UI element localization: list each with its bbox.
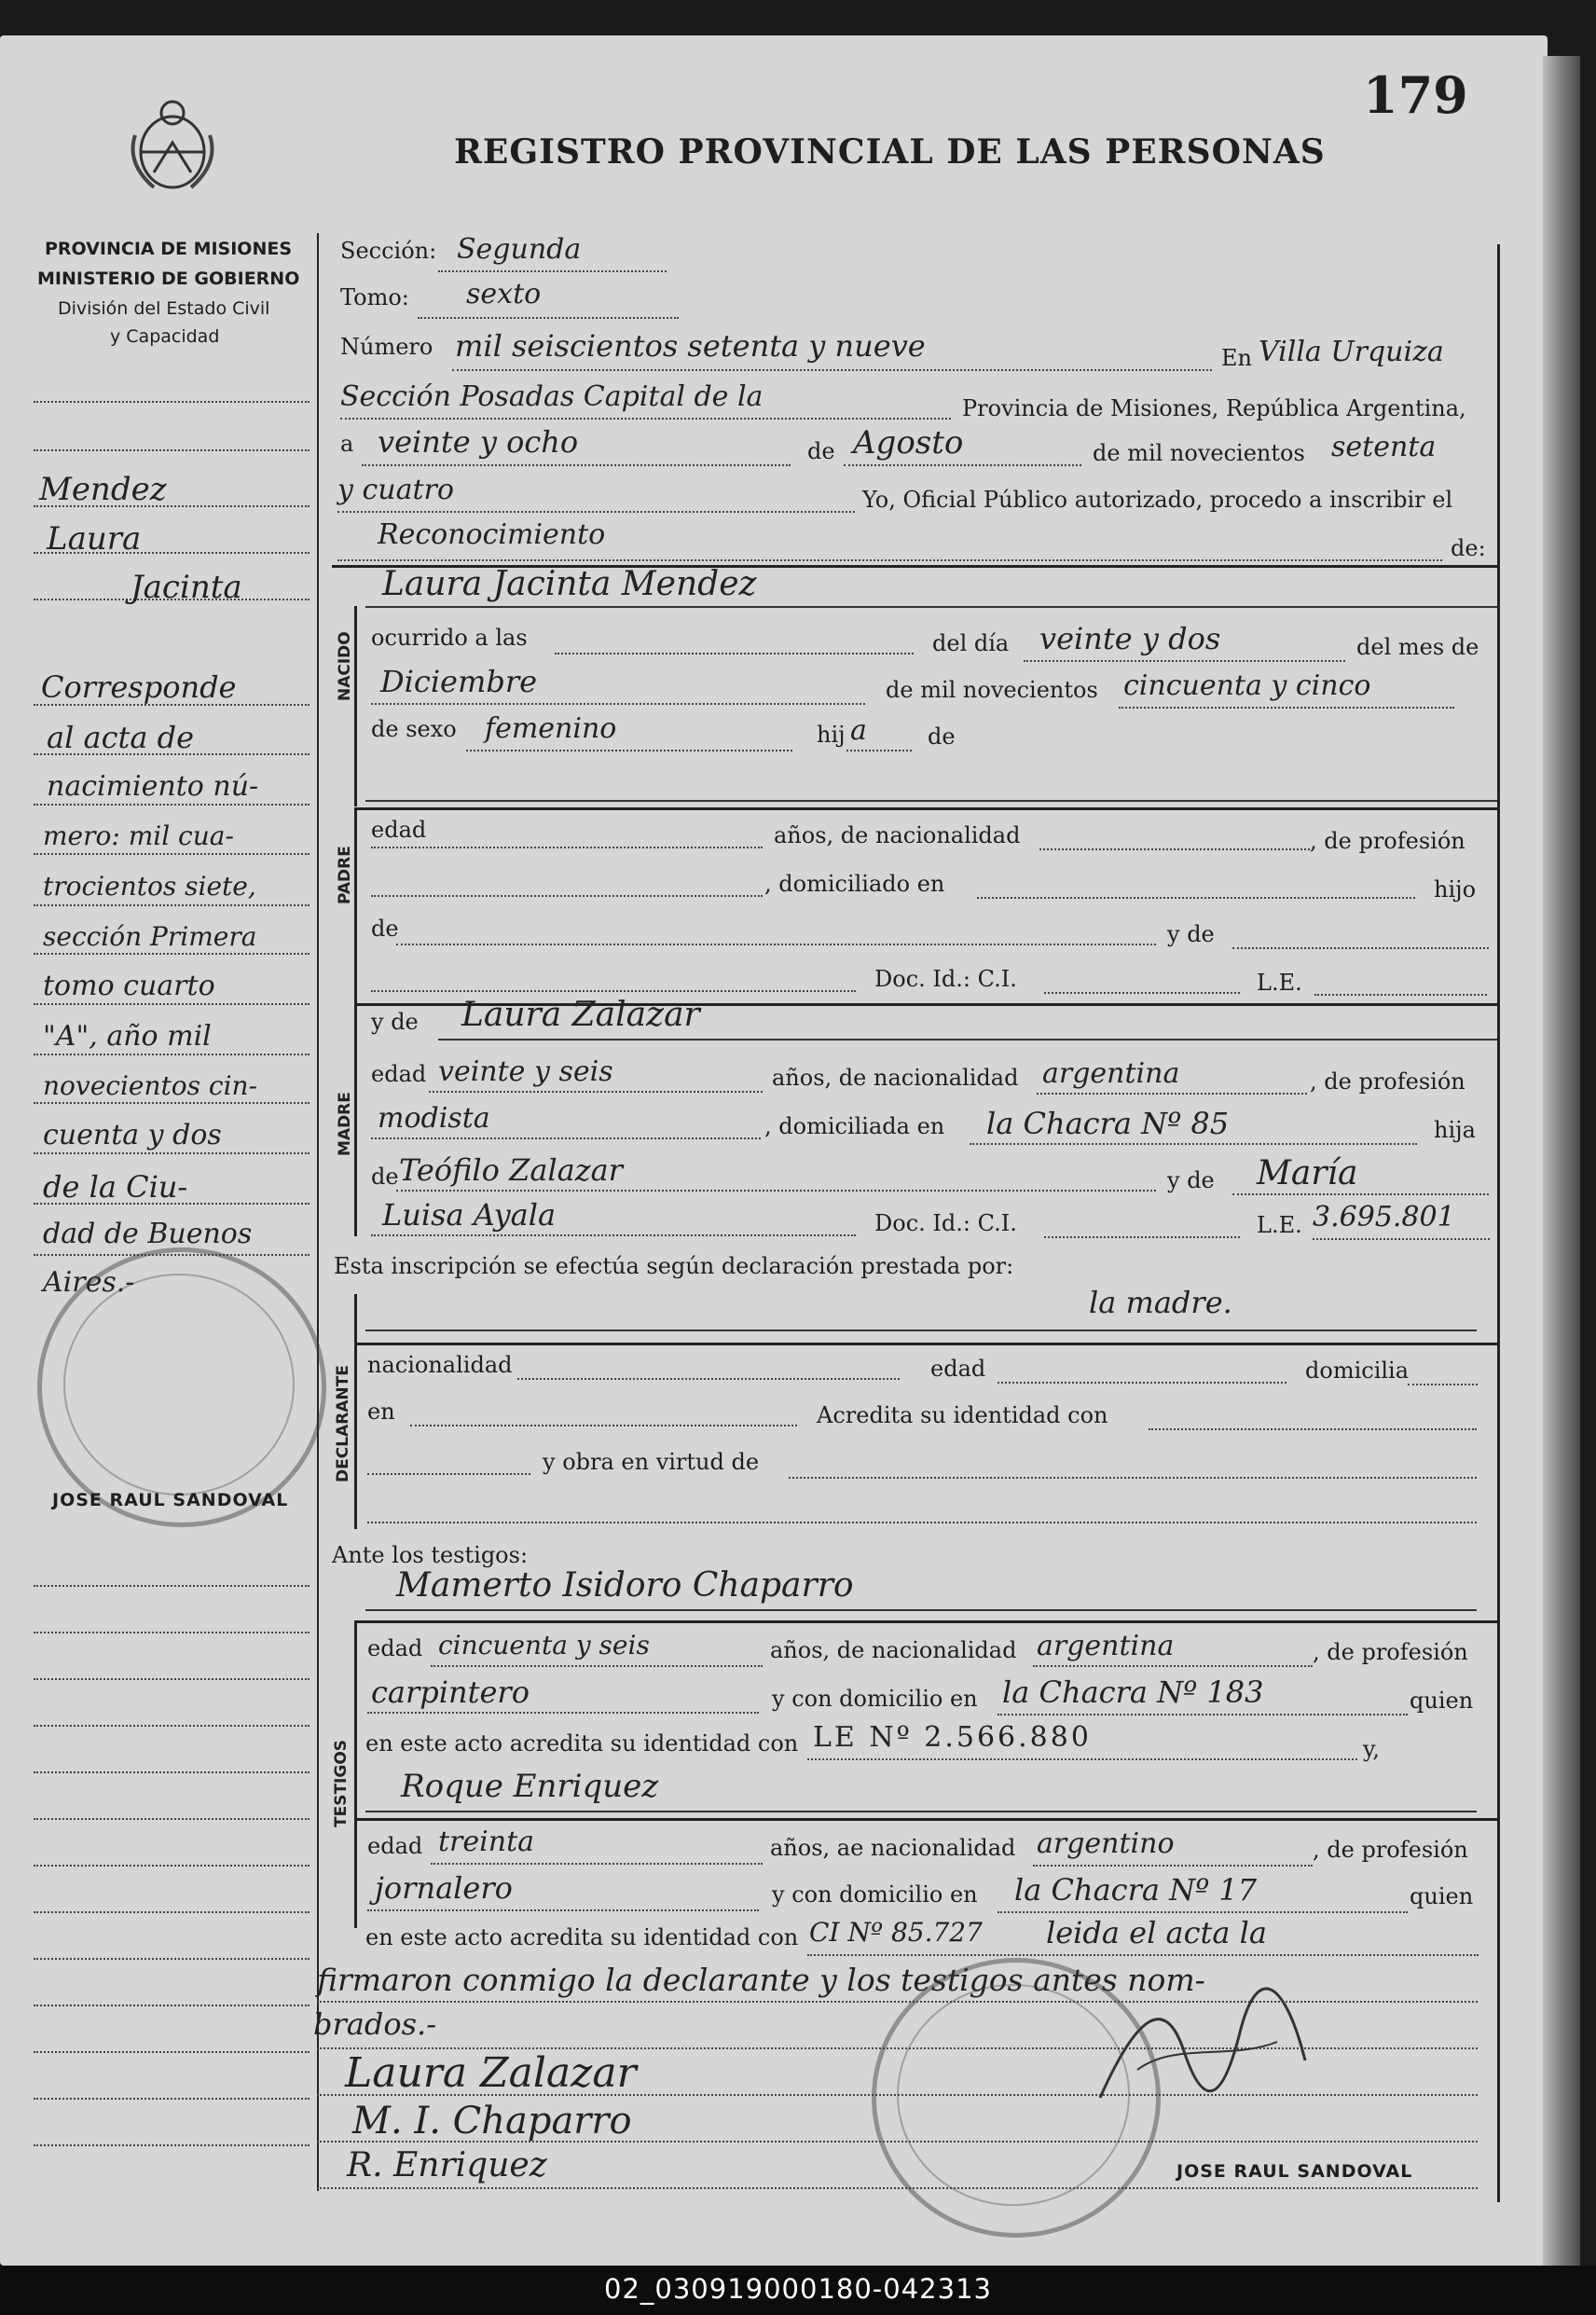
margin-line [34,1771,310,1773]
provincia-text: Provincia de Misiones, República Argentina, [962,395,1466,421]
declarante-nac-line [517,1378,900,1380]
seccion-label: Sección: [340,238,437,264]
padre-doc-label: Doc. Id.: C.I. [874,966,1017,992]
margin-note-line: dad de Buenos [43,1218,253,1250]
declarante-line [367,1473,530,1475]
t2-dom-line [998,1911,1408,1913]
t2-doc-line [807,1954,1479,1956]
padre-le-label: L.E. [1257,970,1302,996]
margin-line [34,904,310,906]
madre-y-de-label: y de [371,1009,419,1035]
t2-nac-label: años, ae nacionalidad [770,1835,1016,1861]
sexo-label: de sexo [371,716,457,742]
declarante-acredita-line [1149,1428,1477,1430]
madre-nombre-value: Laura Zalazar [461,996,700,1034]
margin-line [34,1725,310,1727]
de-label: de [807,438,835,464]
document-title: REGISTRO PROVINCIAL DE LAS PERSONAS [454,132,1326,172]
margin-note-line: trocientos siete, [43,871,256,902]
closing-line-1: leida el acta la [1046,1915,1267,1950]
official-seal-right-inner [897,1984,1130,2206]
madre-prof-line [371,1137,761,1139]
t2-prof-value: jornalero [375,1870,513,1906]
t1-dom-label: y con domicilio en [772,1686,978,1712]
margin-note-line: cuenta y dos [43,1119,222,1151]
padre-line [371,990,856,992]
declarante-value: la madre. [1089,1285,1232,1320]
madre-doc-label: Doc. Id.: C.I. [874,1210,1017,1236]
acto-value: Reconocimiento [378,518,606,551]
mes-value: Agosto [853,424,964,462]
numero-value: mil seiscientos setenta y nueve [455,328,926,364]
margin-line [34,1152,310,1154]
madre-padre-value: Teófilo Zalazar [399,1152,623,1188]
nacido-bracket [354,606,357,806]
testigos-intro: Ante los testigos: [332,1542,529,1568]
margin-note-line: "A", año mil [43,1020,212,1053]
margin-line [34,1102,310,1104]
margin-line [34,1911,310,1913]
official-stamp-name-bottom: JOSE RAUL SANDOVAL [1176,2161,1413,2182]
nacido-mes-value: Diciembre [380,664,538,699]
declarante-en-label: en [367,1399,395,1425]
t1-doc-value: LE Nº 2.566.880 [813,1721,1092,1754]
declarante-edad-line [998,1382,1286,1384]
declarante-edad-label: edad [930,1356,986,1382]
anio-line [337,511,855,513]
t1-quien-label: quien [1410,1688,1474,1714]
section-rule [354,1818,1497,1821]
padre-nac-line [1039,848,1310,850]
header-capacity: y Capacidad [110,326,220,347]
madre-hija-label: hija [1434,1117,1476,1143]
testigos-label: TESTIGOS [332,1739,351,1827]
t1-prof-label: , de profesión [1313,1639,1468,1665]
madre-nac-value: argentina [1042,1057,1180,1090]
t2-quien-label: quien [1410,1883,1474,1909]
t1-dom-line [998,1714,1408,1716]
declarante-en-line [410,1425,797,1426]
madre-le-line [1313,1238,1490,1240]
del-mes-label: del mes de [1356,634,1479,660]
declarante-acredita-label: Acredita su identidad con [817,1402,1108,1428]
margin-line [34,449,310,451]
t2-edad-label: edad [367,1833,423,1859]
t2-prof-line [367,1909,759,1911]
madre-de-label: de [371,1164,399,1190]
t1-nac-line [1033,1665,1313,1667]
madre-edad-value: veinte y seis [438,1055,613,1088]
nacido-de-label: de [928,723,956,750]
declarante-obra-line [789,1477,1477,1479]
margin-note-line: sección Primera [43,921,257,952]
margin-note-line: Mendez [39,471,167,508]
hij-label: hij [817,722,846,748]
section-rule [354,1620,1497,1623]
t2-prof-label: , de profesión [1313,1837,1468,1863]
section-rule [354,807,1497,810]
margin-line [34,953,310,955]
madre-edad-label: edad [371,1061,427,1087]
header-ministry: MINISTERIO DE GOBIERNO [37,269,300,289]
t1-acredita-label: en este acto acredita su identidad con [365,1730,799,1757]
margin-line [34,1054,310,1055]
t2-nac-line [1033,1865,1313,1867]
right-border [1497,244,1500,2202]
madre-edad-line [429,1091,763,1093]
t1-doc-line [807,1758,1357,1760]
seccion-line [438,270,667,272]
margin-line [34,1678,310,1680]
testigo1-nombre: Mamerto Isidoro Chaparro [396,1566,854,1605]
margin-note-line: mero: mil cua- [43,820,234,851]
coat-of-arms-icon [126,98,219,191]
margin-note-line: tomo cuarto [43,970,215,1002]
margin-line [34,1865,310,1867]
padre-nac-label: años, de nacionalidad [774,822,1021,848]
madre-bracket [354,1003,357,1236]
oficial-text: Yo, Oficial Público autorizado, procedo a inscribir el [862,487,1453,513]
official-stamp-name: JOSE RAUL SANDOVAL [52,1490,289,1510]
t1-dom-value: la Chacra Nº 183 [1002,1674,1264,1710]
padre-le-line [1314,994,1487,996]
t2-edad-line [431,1863,763,1865]
madre-nombre-line [438,1039,1497,1040]
declarante-obra-label: y obra en virtud de [543,1449,760,1475]
signature-testigo-1: M. I. Chaparro [352,2100,632,2143]
margin-line [34,1003,310,1005]
margin-note-line: novecientos cin- [43,1070,258,1101]
anio-line [1119,707,1454,709]
tomo-line [418,317,679,319]
t1-edad-label: edad [367,1635,423,1661]
padre-edad-label: edad [371,817,427,843]
madre-madre-value1: María [1257,1154,1358,1192]
nacido-anio-value: cincuenta y cinco [1123,669,1371,702]
nacido-line [365,800,1497,802]
declarante-line [365,1330,1477,1331]
hora-line [555,653,914,655]
t2-nac-value: argentino [1037,1827,1175,1860]
madre-madre-line [1232,1193,1489,1195]
madre-padre-line [396,1190,1156,1192]
testigo2-nombre-line [365,1811,1477,1812]
padre-label: PADRE [336,846,354,904]
t2-dom-label: y con domicilio en [772,1881,978,1908]
padre-prof-label: , de profesión [1310,828,1465,854]
t2-dom-value: la Chacra Nº 17 [1014,1872,1258,1908]
madre-dom-value: la Chacra Nº 85 [986,1106,1230,1141]
nombre-value: Laura Jacinta Mendez [382,565,757,603]
del-dia-label: del día [932,630,1010,656]
margin-line [34,2051,310,2053]
madre-dom-line [970,1143,1417,1145]
footer-document-id: 02_030919000180-042313 [604,2273,992,2305]
de-mil-label: de mil novecientos [886,677,1098,703]
testigo1-nombre-line [365,1609,1477,1611]
nacido-dia-value: veinte y dos [1039,621,1221,656]
declarante-nac-label: nacionalidad [367,1352,513,1378]
t1-y-label: y, [1363,1736,1380,1762]
acto-line [337,559,1442,561]
sexo-value: femenino [485,712,617,745]
numero-label: Número [340,334,433,360]
margin-line [34,1818,310,1820]
padre-y-de-label: y de [1167,921,1215,947]
padre-de-label: de [371,916,399,942]
dia-line [362,464,791,466]
closing-line [317,2187,1478,2189]
declarante-label: DECLARANTE [334,1365,352,1482]
declarante-bracket [354,1294,357,1529]
signature-testigo-2: R. Enriquez [347,2146,547,2184]
ocurrido-label: ocurrido a las [371,625,528,651]
seccion2-value: Sección Posadas Capital de la [340,380,764,413]
padre-prof-line [371,895,763,897]
madre-ci-line [1044,1236,1240,1238]
margin-line [34,2098,310,2100]
margin-note-line: Laura [47,520,142,558]
margin-note-line: nacimiento nú- [47,770,259,803]
margin-line [34,853,310,855]
nacido-label: NACIDO [336,631,354,701]
anio-value-cont: y cuatro [337,474,454,506]
padre-bracket [354,807,357,1003]
folio-number: 179 [1363,65,1468,125]
header-province: PROVINCIA DE MISIONES [45,239,293,259]
anio-value: setenta [1331,431,1437,463]
padre-padre-line [396,944,1156,945]
margin-line [34,804,310,806]
header-division: División del Estado Civil [58,298,270,319]
margin-note-line: Jacinta [131,569,242,606]
madre-label: MADRE [336,1092,354,1156]
testigo2-nombre: Roque Enriquez [401,1768,659,1805]
margin-line [34,401,310,403]
madre-line [371,1234,856,1236]
en-value: Villa Urquiza [1259,336,1444,368]
margin-note-line: al acta de [47,720,195,755]
mes-line [371,703,865,705]
madre-prof-label: , de profesión [1310,1068,1465,1095]
book-edge [1543,56,1580,2266]
declarante-intro: Esta inscripción se efectúa según declaración prestada por: [334,1253,1014,1279]
t1-nac-value: argentina [1037,1630,1175,1662]
margin-note-line: Corresponde [41,669,237,705]
t1-edad-value: cincuenta y seis [438,1630,650,1660]
madre-madre-value2: Luisa Ayala [382,1197,557,1233]
a-label: a [340,431,354,457]
t2-edad-value: treinta [438,1826,535,1858]
tomo-value: sexto [466,278,542,310]
margin-line [34,2144,310,2146]
margin-line [34,1585,310,1587]
margin-line [34,1958,310,1960]
declarante-domicilia-line [1408,1384,1478,1385]
mes-line [844,464,1081,466]
padre-edad-line [371,847,763,848]
signature-declarante: Laura Zalazar [345,2049,637,2097]
padre-madre-line [1232,947,1489,949]
sexo-line [466,750,792,751]
margin-divider [317,233,319,2191]
hij-value: a [850,714,867,747]
seccion2-line [340,418,951,420]
padre-dom-label: , domiciliado en [764,871,945,897]
hij-line [846,750,912,751]
dia-line [1024,660,1345,662]
t1-prof-line [367,1712,759,1714]
padre-hijo-label: hijo [1434,876,1477,903]
margin-note-line: Aires.- [43,1266,135,1299]
de-colon: de: [1451,535,1486,561]
declarante-line [367,1522,1477,1523]
anio-label: de mil novecientos [1093,440,1305,466]
t2-doc-value: CI Nº 85.727 [809,1917,983,1948]
margin-line [34,2005,310,2006]
tomo-label: Tomo: [340,284,409,310]
t1-nac-label: años, de nacionalidad [770,1637,1017,1663]
madre-nac-line [1037,1093,1307,1095]
madre-dom-label: , domiciliada en [764,1113,945,1139]
section-rule [354,1343,1497,1345]
t1-edad-line [431,1665,763,1667]
t1-prof-value: carpintero [371,1674,530,1710]
margin-line [34,1632,310,1633]
closing-line-2: firmaron conmigo la declarante y los testigos antes nom- [317,1962,1205,1998]
declarante-domicilia-label: domicilia [1305,1357,1410,1384]
closing-line-3: brados.- [313,2006,437,2042]
madre-le-value: 3.695.801 [1313,1201,1455,1233]
padre-dom-line [977,897,1415,899]
padre-ci-line [1044,992,1240,994]
madre-prof-value: modista [378,1102,490,1135]
madre-nac-label: años, de nacionalidad [772,1065,1019,1091]
madre-le-label: L.E. [1257,1212,1302,1238]
en-label: En [1221,345,1252,371]
nombre-line [365,606,1497,608]
seccion-value: Segunda [457,233,582,266]
madre-y-de2-label: y de [1167,1167,1215,1193]
testigos-bracket [354,1620,357,1928]
margin-note-line: de la Ciu- [43,1169,188,1205]
t2-acredita-label: en este acto acredita su identidad con [365,1924,799,1950]
numero-line [452,369,1212,371]
dia-value: veinte y ocho [378,424,579,460]
official-seal-left-inner [63,1274,295,1495]
